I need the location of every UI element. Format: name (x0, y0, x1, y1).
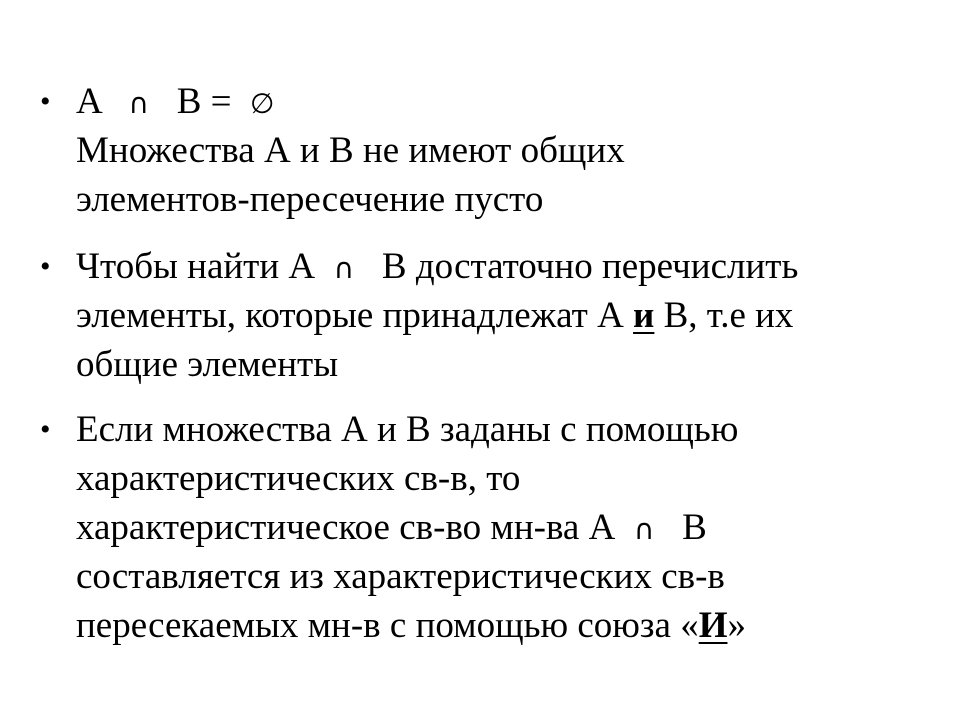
bullet-2-line-2 (76, 291, 896, 340)
set-b-equals: B = (176, 81, 232, 122)
intersection-symbol: ∩ (128, 87, 149, 120)
text-segment: Чтобы найти А (76, 246, 316, 287)
bullet-text (76, 405, 896, 650)
intersection-symbol: ∩ (633, 513, 655, 546)
bullet-2-line-3: общие элементы (76, 344, 339, 385)
bullet-3-line-3 (76, 503, 896, 552)
bullet-1-line-3: элементов-пересечение пусто (76, 179, 544, 220)
bullet-3-line-5 (76, 601, 896, 650)
bullet-1-line-1 (76, 77, 896, 126)
bullet-3-line-4: составляется из характеристических св-в (76, 556, 725, 597)
bullet-marker: • (40, 413, 51, 446)
text-segment: элементы, которые принадлежат А (76, 295, 624, 336)
text-segment: пересекаемых мн-в с помощью союза « (76, 605, 699, 646)
bullet-marker: • (40, 250, 51, 283)
emphasis-and-capital: И (698, 605, 728, 646)
bullet-marker: • (40, 85, 51, 118)
set-a-symbol: A (76, 81, 101, 122)
text-segment: В (682, 507, 707, 548)
intersection-symbol: ∩ (333, 252, 355, 285)
bullet-1-line-2: Множества А и В не имеют общих (76, 130, 625, 171)
empty-set-symbol: ∅ (249, 87, 275, 120)
text-segment: В достаточно перечислить (381, 246, 799, 287)
text-segment: В, т.е их (663, 295, 794, 336)
bullet-text (76, 242, 896, 389)
bullet-3-line-2: характеристических св-в, то (76, 458, 521, 499)
emphasis-and: и (633, 295, 655, 336)
text-segment: » (727, 605, 746, 646)
text-segment: характеристическое св-во мн-ва А (76, 507, 616, 548)
bullet-3-line-1: Если множества А и В заданы с помощью (76, 409, 739, 450)
bullet-text (76, 77, 896, 224)
bullet-2-line-1 (76, 242, 896, 291)
